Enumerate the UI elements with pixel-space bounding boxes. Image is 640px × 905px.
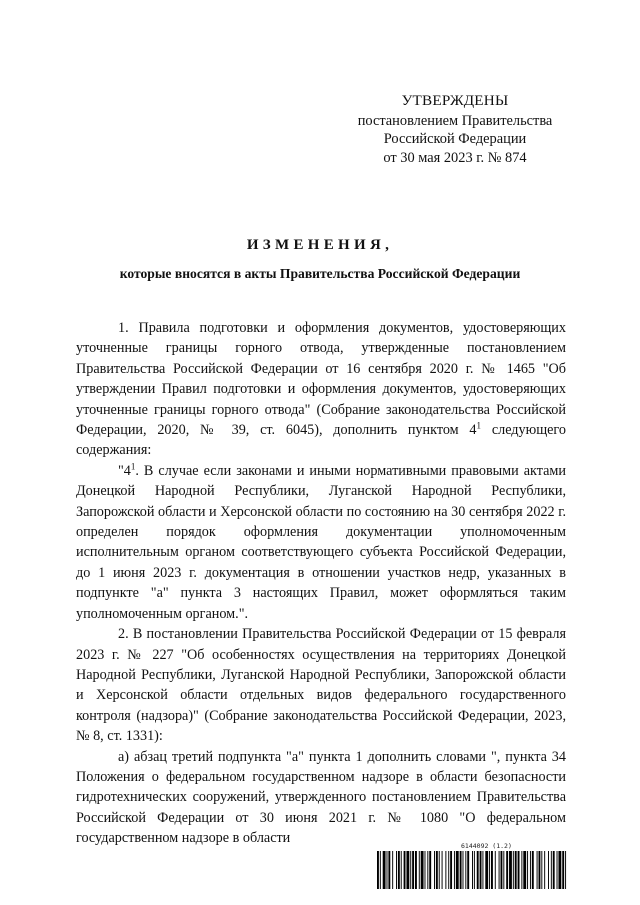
- barcode-number: 6144092 (1.2): [461, 842, 512, 850]
- document-subtitle: которые вносятся в акты Правительства Российской Федерации: [119, 266, 521, 281]
- paragraph-3: 2. В постановлении Правительства Российской Федерации от 15 февраля 2023 г. № 227 "Об особенностях осуществления на территориях Донецкой Народной Республики, Луганской Народной Республики, Запорожской области и Херсонской области отдельных видов федерального государственного контроля (надзора)" (Собрание законодательства Российской Федерации, 2023, № 8, ст. 1331):: [76, 626, 566, 745]
- approval-line-federation: Российской Федерации: [383, 131, 527, 147]
- document-body: [76, 318, 566, 849]
- paragraph-1-text: 1. Правила подготовки и оформления документов, удостоверяющих уточненные границы горного отвода, утвержденные постановлением Правительства Российской Федерации от 16 сентября 2020 г. № 1465 "Об утверждении Правил подготовки и оформления документов, удостоверяющих уточненные границы горного отвода" (Собрание законодательства Российской Федерации, 2020, № 39, ст. 6045), дополнить пунктом 4: [76, 320, 566, 439]
- approval-line-approved: УТВЕРЖДЕНЫ: [401, 92, 509, 109]
- approval-line-date: от 30 мая 2023 г. № 874: [383, 149, 527, 166]
- document-title: ИЗМЕНЕНИЯ,: [246, 237, 394, 253]
- paragraph-1-ending: следующего содержания:: [76, 422, 566, 459]
- approval-line-decree: постановлением Правительства: [357, 112, 553, 129]
- paragraph-1-superscript: 1: [476, 420, 482, 431]
- barcode-icon: [377, 851, 567, 889]
- paragraph-2-superscript: 1: [130, 461, 136, 472]
- paragraph-2-text: . В случае если законами и иными нормативными правовыми актами Донецкой Народной Республики, Луганской Народной Республики, Запорожской области и Херсонской области по состоянию на 30 сентября 2022 г. определен порядок оформления документации уполномоченным исполнительным органом соответствующего субъекта Российской Федерации, до 1 июня 2023 г. документация в отношении участков недр, указанных в подпункте "а" пункта 3 настоящих Правил, может оформляться таким уполномоченным органом.".: [76, 462, 566, 622]
- paragraph-2-start: "4: [118, 462, 131, 479]
- barcode-block: [377, 842, 567, 892]
- approval-stamp: [340, 92, 570, 167]
- paragraph-4: а) абзац третий подпункта "а" пункта 1 дополнить словами ", пункта 34 Положения о федеральном государственном надзоре в области безопасности гидротехнических сооружений, утвержденного постановлением Правительства Российской Федерации от 30 июня 2021 г. № 1080 "О федеральном государственном надзоре в области: [76, 748, 566, 847]
- paragraph-1: [76, 318, 566, 461]
- paragraph-2: [76, 461, 566, 624]
